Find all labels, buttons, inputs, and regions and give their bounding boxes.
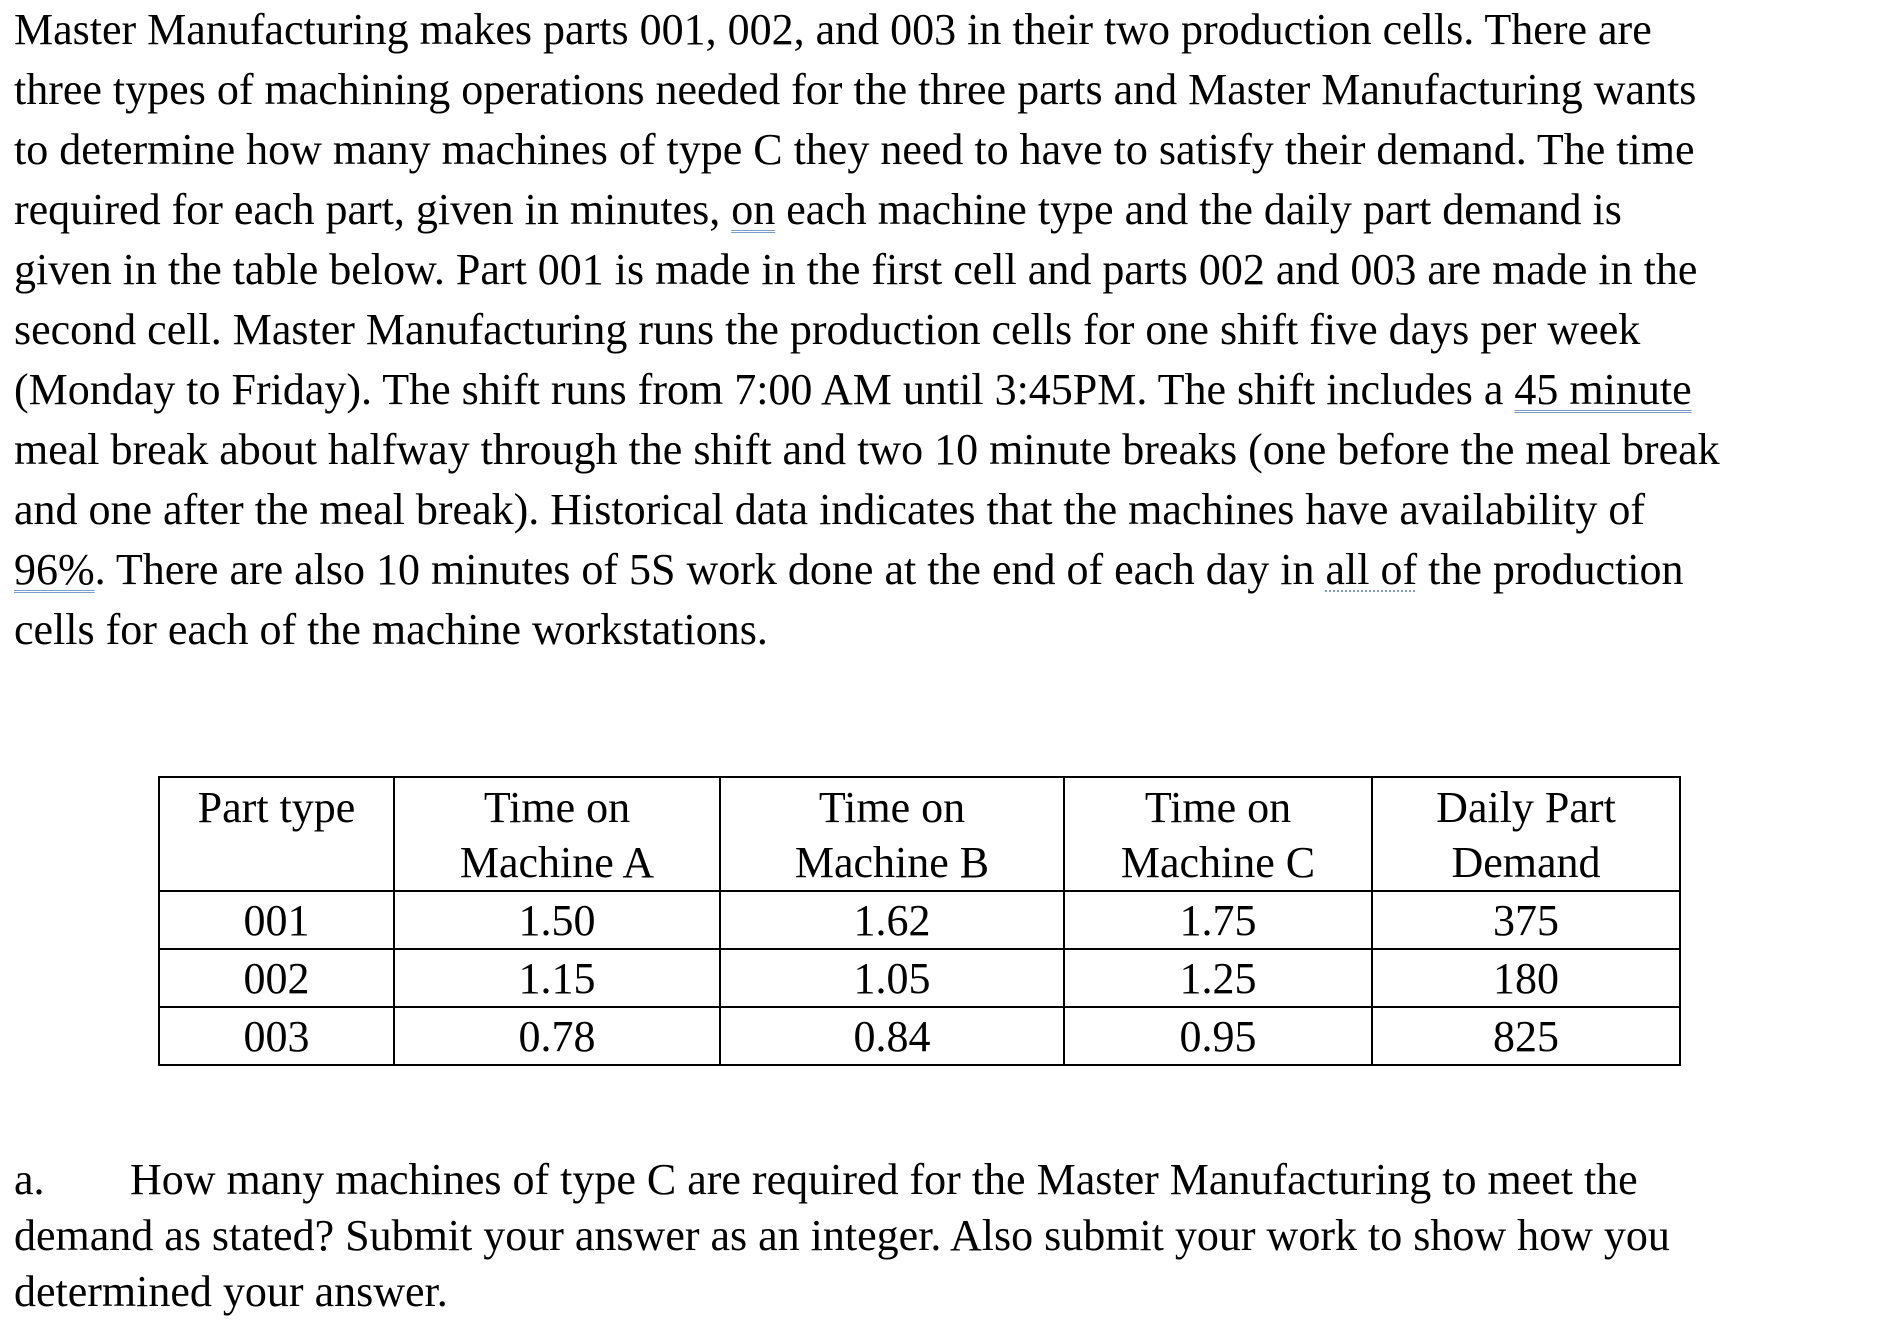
cell-machine-a: 0.78 [394, 1007, 720, 1065]
cell-machine-c: 0.95 [1064, 1007, 1372, 1065]
proofing-mark-on: on [731, 185, 776, 234]
proofing-mark-45-minute: 45 minute [1514, 365, 1692, 414]
question-line [14, 1152, 1670, 1208]
table-row [159, 949, 1680, 1007]
cell-daily-demand: 825 [1372, 1007, 1680, 1065]
intro-line: meal break about halfway through the shift and two 10 minute breaks (one before the meal break [14, 425, 1720, 474]
intro-line: cells for each of the machine workstations. [14, 605, 768, 654]
table-row [159, 1007, 1680, 1065]
header-machine-b: Time on Machine B [720, 777, 1064, 891]
intro-text: (Monday to Friday). The shift runs from 7:00 AM until 3:45PM. The shift includes a [14, 365, 1515, 414]
intro-line [14, 180, 1884, 240]
intro-text: . There are also 10 minutes of 5S work done at the end of each day in [94, 545, 1326, 594]
header-part-type: Part type [159, 777, 394, 891]
question-line: demand as stated? Submit your answer as an integer. Also submit your work to show how you [14, 1211, 1670, 1260]
intro-line: three types of machining operations needed for the three parts and Master Manufacturing wants [14, 65, 1697, 114]
table-header-row [159, 777, 1680, 891]
intro-text: each machine type and the daily part demand is [775, 185, 1622, 234]
proofing-mark-96-percent: 96% [14, 545, 95, 594]
cell-daily-demand: 375 [1372, 891, 1680, 949]
proofing-mark-all-of: all of [1325, 545, 1418, 594]
header-machine-c: Time on Machine C [1064, 777, 1372, 891]
cell-machine-b: 1.05 [720, 949, 1064, 1007]
intro-line [14, 540, 1884, 600]
intro-text: the production [1417, 545, 1684, 594]
question-text: How many machines of type C are required for the Master Manufacturing to meet the [130, 1155, 1638, 1204]
intro-line: Master Manufacturing makes parts 001, 002, and 003 in their two production cells. There are [14, 5, 1652, 54]
cell-daily-demand: 180 [1372, 949, 1680, 1007]
machine-time-table [158, 776, 1681, 1066]
intro-line: to determine how many machines of type C they need to have to satisfy their demand. The time [14, 125, 1695, 174]
problem-statement [14, 0, 1884, 660]
cell-part-type: 003 [159, 1007, 394, 1065]
intro-line [14, 360, 1884, 420]
header-machine-a: Time on Machine A [394, 777, 720, 891]
intro-line: given in the table below. Part 001 is made in the first cell and parts 002 and 003 are made in the [14, 245, 1698, 294]
cell-machine-b: 0.84 [720, 1007, 1064, 1065]
intro-line: second cell. Master Manufacturing runs the production cells for one shift five days per week [14, 305, 1641, 354]
question-marker: a. [14, 1155, 45, 1204]
cell-machine-a: 1.15 [394, 949, 720, 1007]
cell-part-type: 002 [159, 949, 394, 1007]
cell-machine-c: 1.75 [1064, 891, 1372, 949]
table-row [159, 891, 1680, 949]
cell-part-type: 001 [159, 891, 394, 949]
cell-machine-b: 1.62 [720, 891, 1064, 949]
header-daily-demand: Daily Part Demand [1372, 777, 1680, 891]
cell-machine-a: 1.50 [394, 891, 720, 949]
question-a [14, 1152, 1670, 1320]
question-line: determined your answer. [14, 1267, 448, 1316]
cell-machine-c: 1.25 [1064, 949, 1372, 1007]
intro-text: required for each part, given in minutes, [14, 185, 732, 234]
intro-line: and one after the meal break). Historical data indicates that the machines have availability of [14, 485, 1645, 534]
